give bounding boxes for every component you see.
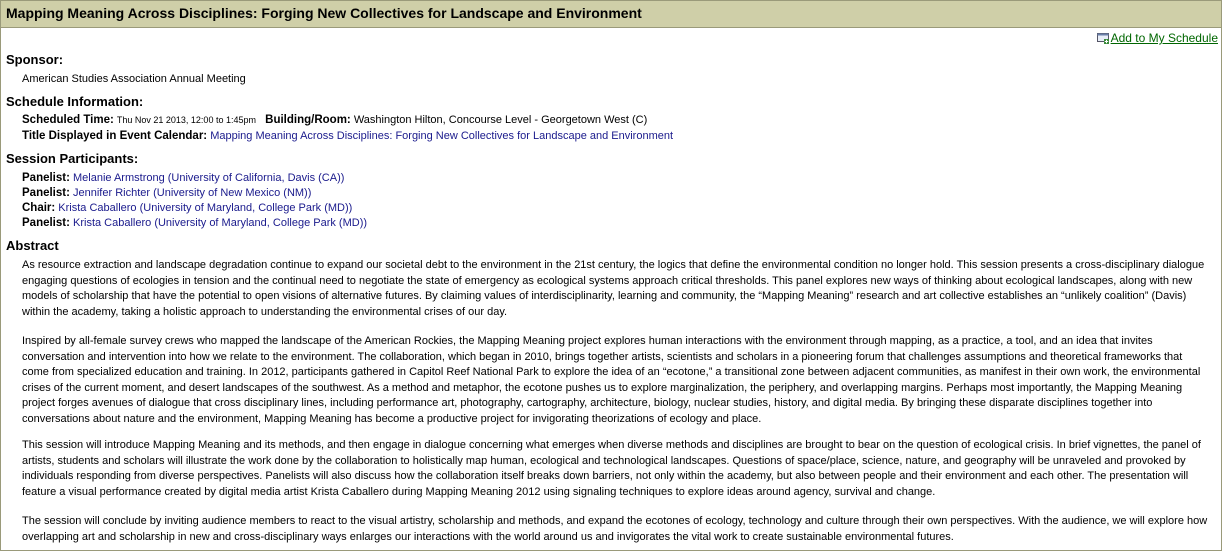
sponsor-heading: Sponsor: — [6, 52, 64, 67]
abstract-paragraph: Inspired by all-female survey crews who mapped the landscape of the American Rockies, the Mapping Meaning project explores human interactions with the environment through mapping, as a practice, a tool, and an idea that invites conversation and intervention into how we relate to the environment. The collaboration, which began in 2010, brings together artists, scientists and scholars in a pioneering forum that challenges assumptions and theoretical frameworks that come from specialized education and training. In 2012, participants gathered in Capitol Reef National Park to explore the idea of an “ecotone,” a transitional zone between adjacent communities, as manifest in their own work, the environmental crises of the current moment, and desert landscapes of the southwest. As a method and metaphor, the ecotone pushes us to explore marginalization, the periphery, and overlapping margins. Perhaps most importantly, the Mapping Meaning project forges avenues of dialogue that cross disciplinary lines, including performance art, photography, cartography, architecture, biology, nuclear studies, history, and digital media. By bringing these disparate disciplines together into conversations about nature and the environment, Mapping Meaning has become a productive project for invigorating theorizations of ecology and place. — [22, 335, 1201, 425]
participant-row — [22, 217, 367, 229]
participant-row — [22, 172, 344, 184]
event-calendar-title-link[interactable]: Mapping Meaning Across Disciplines: Forging New Collectives for Landscape and Environment — [210, 130, 674, 142]
participant-role: Panelist: — [22, 172, 70, 184]
sponsor-name: American Studies Association Annual Meeting — [22, 73, 246, 85]
participants-heading: Session Participants: — [6, 151, 139, 166]
participant-row — [22, 187, 311, 199]
title-bar — [1, 1, 1221, 28]
participant-link[interactable]: Krista Caballero (University of Maryland, College Park (MD)) — [73, 217, 368, 229]
abstract-paragraph: As resource extraction and landscape degradation continue to expand our societal debt to the environment in the 21st century, the logics that define the environmental condition no longer hold. This session presents a cross-disciplinary dialogue engaging questions of ecologies in tension and the continual need to negotiate the state of emergency as ecological systems approach critical thresholds. This panel explores new ways of thinking about ecological landscapes, along with new models of scholarship that have the potential to open visions of alternative futures. By claiming values of interdisciplinarity, learning and community, the “Mapping Meaning” research and art collective establishes an “unlikely coalition” (Davis) within the academy, taking a holistic approach to understanding the environmental crises of our day. — [22, 259, 1205, 318]
building-room-label: Building/Room: — [265, 114, 351, 126]
schedule-time-row — [22, 114, 647, 126]
event-calendar-row — [22, 130, 673, 142]
participant-role: Panelist: — [22, 217, 70, 229]
session-title: Mapping Meaning Across Disciplines: Forging New Collectives for Landscape and Environment — [6, 5, 642, 21]
participant-row — [22, 202, 352, 214]
participant-role: Panelist: — [22, 187, 70, 199]
participant-link[interactable]: Melanie Armstrong (University of California, Davis (CA)) — [73, 172, 345, 184]
participant-link[interactable]: Krista Caballero (University of Maryland, College Park (MD)) — [58, 202, 353, 214]
abstract-paragraph: This session will introduce Mapping Meaning and its methods, and then engage in dialogue concerning what emerges when diverse methods and disciplines are brought to bear on the question of ecological crisis. In brief vignettes, the panel of artists, students and scholars will illustrate the work done by the collaboration to holistically map human, ecological and technological landscapes. Questions of space/place, science, nature, and geography will be unraveled and provoked by individuals responding from diverse perspectives. Panelists will also discuss how the collaboration itself breaks down barriers, not only within the academy, but also between people and their environment and each other. The presentation will feature a visual performance created by digital media artist Krista Caballero during Mapping Meaning 2012 using signaling techniques to explore ideas around agency, survival and change. — [22, 439, 1201, 498]
scheduled-time-value: Thu Nov 21 2013, 12:00 to 1:45pm — [116, 115, 256, 125]
calendar-add-icon — [1097, 33, 1110, 44]
abstract-heading: Abstract — [6, 238, 59, 253]
add-to-schedule-label[interactable]: Add to My Schedule — [1110, 31, 1218, 45]
scheduled-time-label: Scheduled Time: — [22, 114, 114, 126]
building-room-value: Washington Hilton, Concourse Level - Georgetown West (C) — [353, 114, 648, 126]
add-to-schedule-link[interactable] — [1097, 31, 1218, 45]
participant-role: Chair: — [22, 202, 56, 214]
abstract-paragraph: The session will conclude by inviting audience members to react to the visual artistry, scholarship and methods, and expand the ecotones of ecology, technology and culture through their own perspectives. With the audience, we will explore how overlapping art and scholarship in new and cross-disciplinary ways enlarges our interactions with the world around us and invigorates the vital work to create sustainable environmental futures. — [22, 515, 1208, 543]
schedule-heading: Schedule Information: — [6, 94, 144, 109]
event-calendar-label: Title Displayed in Event Calendar: — [22, 130, 208, 142]
participant-link[interactable]: Jennifer Richter (University of New Mexico (NM)) — [73, 187, 312, 199]
